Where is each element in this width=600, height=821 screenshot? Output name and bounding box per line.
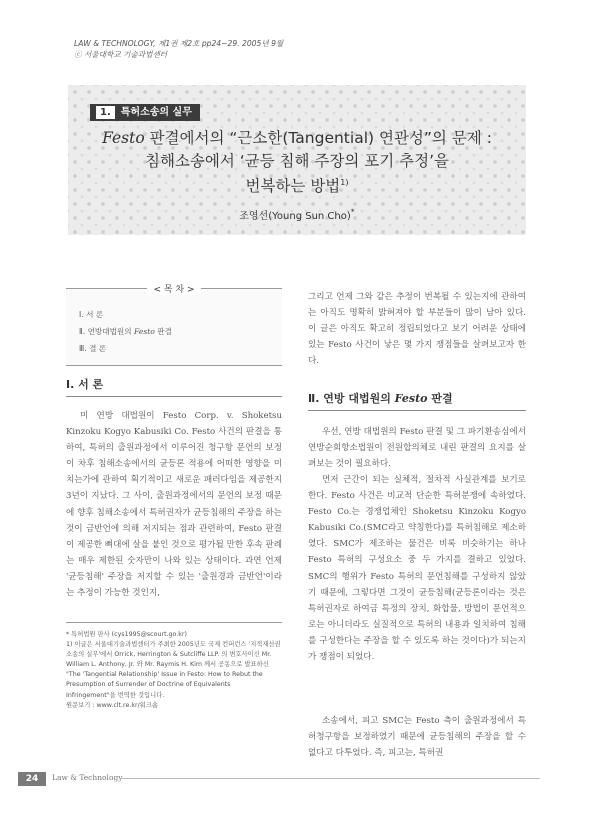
toc-item[interactable]: Ⅰ. 서 론	[79, 310, 104, 319]
right-paragraph-4: 소송에서, 피고 SMC는 Festo 측이 출원과정에서 특허청구항을 보정하였기 때문에 균등침해의 주장을 할 수 없다고 다투었다. 즉, 피고는, 특허권	[308, 716, 526, 759]
footnote-1: 1) 이글은 서울대기술과법센터가 주최한 2005년도 국제 컨퍼런스 '지적재산권 소송의 실무'에서 Orrick, Herrington & Sutcliffe LLP. 의 변호사이신 Mr. William L. Anthony, Jr. 와 Mr. Raymis H. Kim 께서 공동으로 발표하신 "The 'Tangential Relationship' Issue in Festo: How to Rebut the Presumption of Surrender of Doctrine of Equivalents Infringement"을 번역한 것입니다.	[66, 641, 281, 699]
section-2-heading: Ⅱ. 연방 대법원의 Festo 판결	[308, 392, 453, 405]
author-name: 조영선(Young Sun Cho)	[239, 211, 351, 222]
right-paragraph-2: 우선, 연방 대법원의 Festo 판결 및 그 파기환송심에서 연방순회항소법원이 전원합의체로 내린 판결의 요지를 살펴보는 것이 필요하다.	[308, 427, 526, 470]
author-mark: *	[350, 207, 355, 217]
journal-name: Law & Technology	[52, 773, 123, 782]
series-tag-label: 특허소송의 실무	[120, 107, 192, 118]
toc-item[interactable]: Ⅱ. 연방대법원의 Festo 판결	[79, 327, 172, 336]
left-paragraph: 미 연방 대법원이 Festo Corp. v. Shoketsu Kinzoku Kogyo Kabusiki Co. Festo 사건의 판결을 통하여, 특허의 출원과정에서 이루어진 청구항 문언의 보정이 차후 침해소송에서의 균등론 적용에 어떠한 영향을 미치는가에 관하여 획기적이고 새로운 패러다임을 제공한지 3년이 지났다. 그 사이, 출원과정에서의 문언의 보정 때문에 향후 침해소송에서 특허권자가 균등침해의 주장을 하는 것이 금반언에 의해 저지되는 점과 관련하여, Festo 판결이 제공한 뼈대에 살을 붙인 것으로 평가될 만한 후속 판례는 매우 제한된 숫자만이 나와 있는 상태이다. 과연 언제 '균등침해' 주장을 저지할 수 있는 '출원경과 금반언'이라는 추정이 가능한 것인지,	[66, 411, 282, 599]
title-line-3	[68, 172, 526, 197]
footnote-rule	[66, 622, 282, 623]
title-footnote-mark: 1)	[340, 178, 349, 187]
right-paragraph-1: 그리고 언제 그와 같은 추정이 번복될 수 있는지에 관하여는 아직도 명확히 밝혀져야 할 부분들이 많이 남아 있다. 이 글은 아직도 확고히 정립되었다고 보기 어려운 상태에 있는 Festo 사건이 낳은 몇 가지 쟁점들을 살펴보고자 한다.	[308, 292, 526, 367]
page-number: 24	[18, 772, 46, 786]
title-line-3-text: 번복하는 방법	[245, 177, 341, 196]
toc-title: < 목 차 >	[66, 282, 282, 295]
table-of-contents	[66, 285, 282, 366]
footer-rule	[120, 778, 540, 779]
title-line-1-text: 판결에서의 “근소한(Tangential) 연관성”의 문제 :	[144, 129, 492, 147]
series-tag-number: 1.	[96, 106, 115, 119]
footnote-affiliation: * 특허법원 판사 (cys1995@scourt.go.kr)	[66, 631, 187, 638]
toc-item[interactable]: Ⅲ. 결 론	[79, 344, 107, 353]
citation-line: LAW & TECHNOLOGY, 제1권 제2호 pp24~29. 2005년 9월	[74, 39, 284, 48]
page-footer	[0, 772, 600, 786]
footnotes	[66, 630, 282, 711]
series-tag	[90, 104, 200, 121]
running-header	[74, 38, 283, 60]
footnote-source-link[interactable]: 원문보기 : www.clt.re.kr/워크숍	[66, 701, 158, 709]
publisher-line: ⓒ 서울대학교 기술과법센터	[74, 50, 168, 59]
author	[68, 207, 526, 222]
title-line-2: 침해소송에서 ‘균등 침해 주장의 포기 추정’을	[144, 152, 449, 170]
section-1-heading: Ⅰ. 서 론	[66, 378, 104, 391]
title-italic: Festo	[102, 129, 145, 147]
right-paragraph-3: 먼저 근간이 되는 실체적, 절차적 사실관계를 보기로 한다. Festo 사건은 비교적 단순한 특허분쟁에 속하였다. Festo Co.는 경쟁업체인 Shoketsu Kinzoku Kogyo Kabusiki Co.(SMC라고 약칭한다)를 특허침해로 제소하였다. SMC가 제조하는 물건은 비록 비슷하기는 하나 Festo 특허의 구성요소 중 두 가지를 결하고 있었다. SMC의 행위가 Festo 특허의 문언침해를 구성하지 않았기 때문에, 그렇다면 그것이 균등침해(균등론이라는 것은 특허권자로 하여금 특정의 장치, 화합물, 방법이 문언적으로는 아니더라도 실질적으로 특허의 내용과 일치하여 침해를 구성한다는 주장을 할 수 있도록 하는 것이다)가 되는지가 쟁점이 되었다.	[308, 475, 526, 663]
title-line-1	[68, 127, 526, 149]
section-1-rule	[66, 396, 282, 397]
section-2-rule	[308, 410, 526, 411]
